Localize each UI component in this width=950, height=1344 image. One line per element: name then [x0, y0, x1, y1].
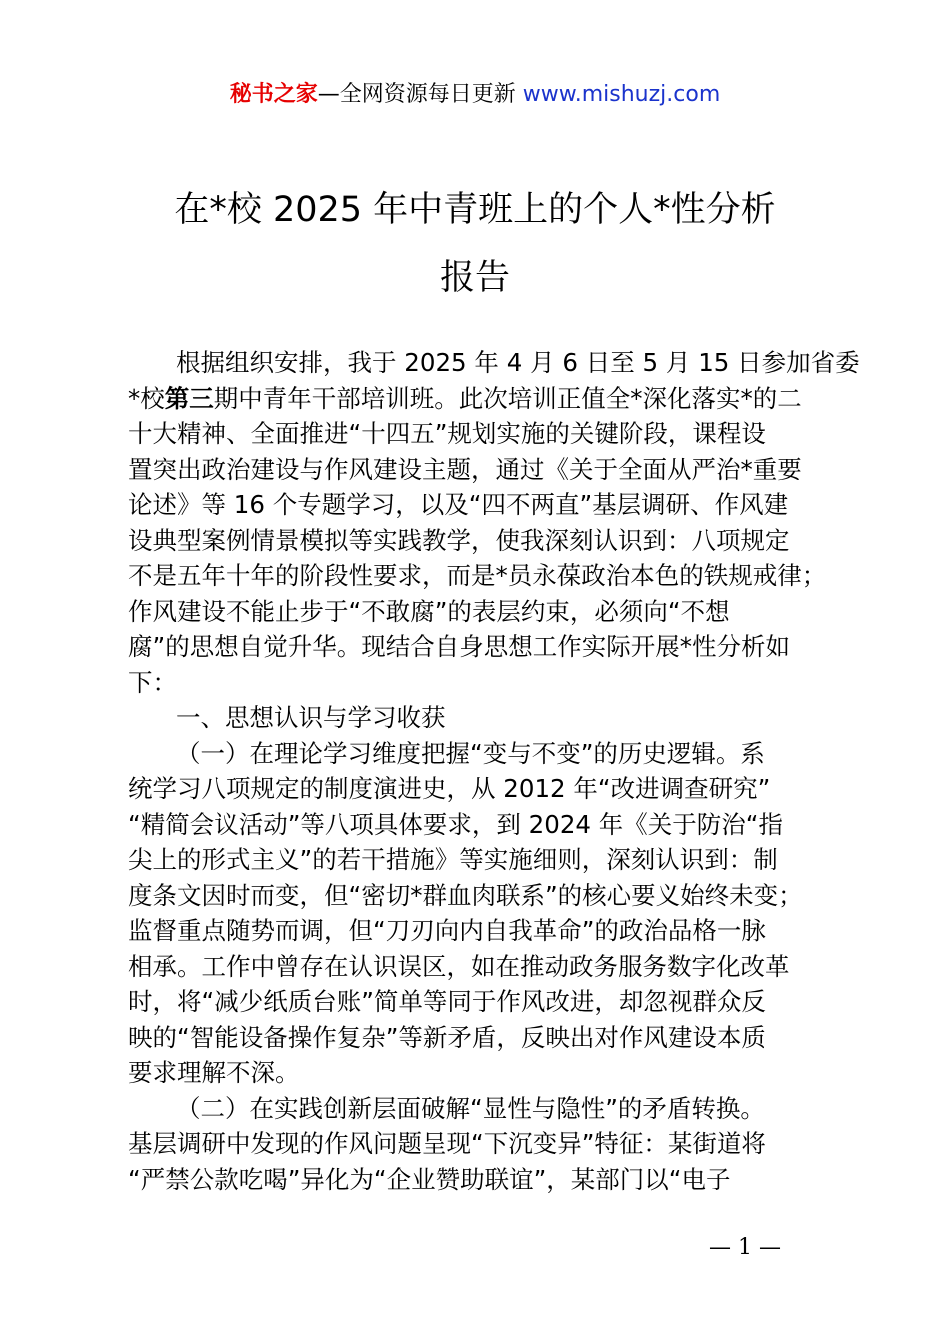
site-url[interactable]: www.mishuzj.com — [522, 82, 721, 107]
paragraph-line: 不是五年十年的阶段性要求，而是*员永葆政治本色的铁规戒律； — [128, 561, 827, 590]
paragraph-line: 统学习八项规定的制度演进史，从 2012 年“改进调查研究” — [128, 774, 771, 803]
section-heading: 一、思想认识与学习收获 — [176, 703, 446, 732]
paragraph-line: （一）在理论学习维度把握“变与不变”的历史逻辑。系 — [176, 738, 765, 768]
text-run: *校 — [128, 383, 165, 413]
site-header — [0, 78, 950, 112]
paragraph-line: 论述》等 16 个专题学习，以及“四不两直”基层调研、作风建 — [128, 490, 789, 519]
document-title-line-1: 在*校 2025 年中青班上的个人*性分析 — [174, 190, 776, 230]
paragraph-line: “精简会议活动”等八项具体要求，到 2024 年《关于防治“指 — [128, 809, 784, 839]
paragraph-line: “严禁公款吃喝”异化为“企业赞助联谊”，某部门以“电子 — [128, 1164, 731, 1194]
document-title-line-2: 报告 — [439, 258, 510, 298]
header-slogan: —全网资源每日更新 — [317, 82, 516, 107]
paragraph-line — [128, 381, 838, 417]
paragraph-line: 设典型案例情景模拟等实践教学，使我深刻认识到：八项规定 — [128, 525, 790, 555]
paragraph-line: 置突出政治建设与作风建设主题，通过《关于全面从严治*重要 — [128, 454, 802, 484]
paragraph-line: 作风建设不能止步于“不敢腐”的表层约束，必须向“不想 — [128, 596, 730, 626]
paragraph-line: 时，将“减少纸质台账”简单等同于作风改进，却忽视群众反 — [128, 987, 766, 1016]
paragraph-line: 基层调研中发现的作风问题呈现“下沉变异”特征：某街道将 — [128, 1129, 766, 1158]
paragraph-line: 映的“智能设备操作复杂”等新矛盾，反映出对作风建设本质 — [128, 1022, 766, 1052]
paragraph-line: 要求理解不深。 — [128, 1058, 300, 1087]
paragraph-line: 根据组织安排，我于 2025 年 4 月 6 日至 5 月 15 日参加省委 — [176, 348, 860, 377]
text-run: 期中青年干部培训班。此次培训正值全*深化落实*的二 — [213, 383, 802, 413]
paragraph-line: 尖上的形式主义”的若干措施》等实施细则，深刻认识到：制 — [128, 845, 778, 874]
paragraph-line: 十大精神、全面推进“十四五”规划实施的关键阶段，课程设 — [128, 419, 766, 448]
brand-name: 秘书之家 — [229, 82, 318, 107]
paragraph-line: 度条文因时而变，但“密切*群血肉联系”的核心要义始终未变； — [128, 880, 803, 910]
paragraph-line: 腐”的思想自觉升华。现结合自身思想工作实际开展*性分析如 — [128, 632, 790, 661]
bold-text-run: 第三 — [164, 383, 214, 413]
page-number: — 1 — — [709, 1235, 781, 1260]
paragraph-line: （二）在实践创新层面破解“显性与隐性”的矛盾转换。 — [176, 1093, 765, 1123]
paragraph-line: 下： — [128, 667, 177, 697]
document-body — [128, 345, 860, 1197]
paragraph-line: 相承。工作中曾存在认识误区，如在推动政务服务数字化改革 — [128, 951, 790, 981]
paragraph-line: 监督重点随势而调，但“刀刃向内自我革命”的政治品格一脉 — [128, 916, 766, 945]
